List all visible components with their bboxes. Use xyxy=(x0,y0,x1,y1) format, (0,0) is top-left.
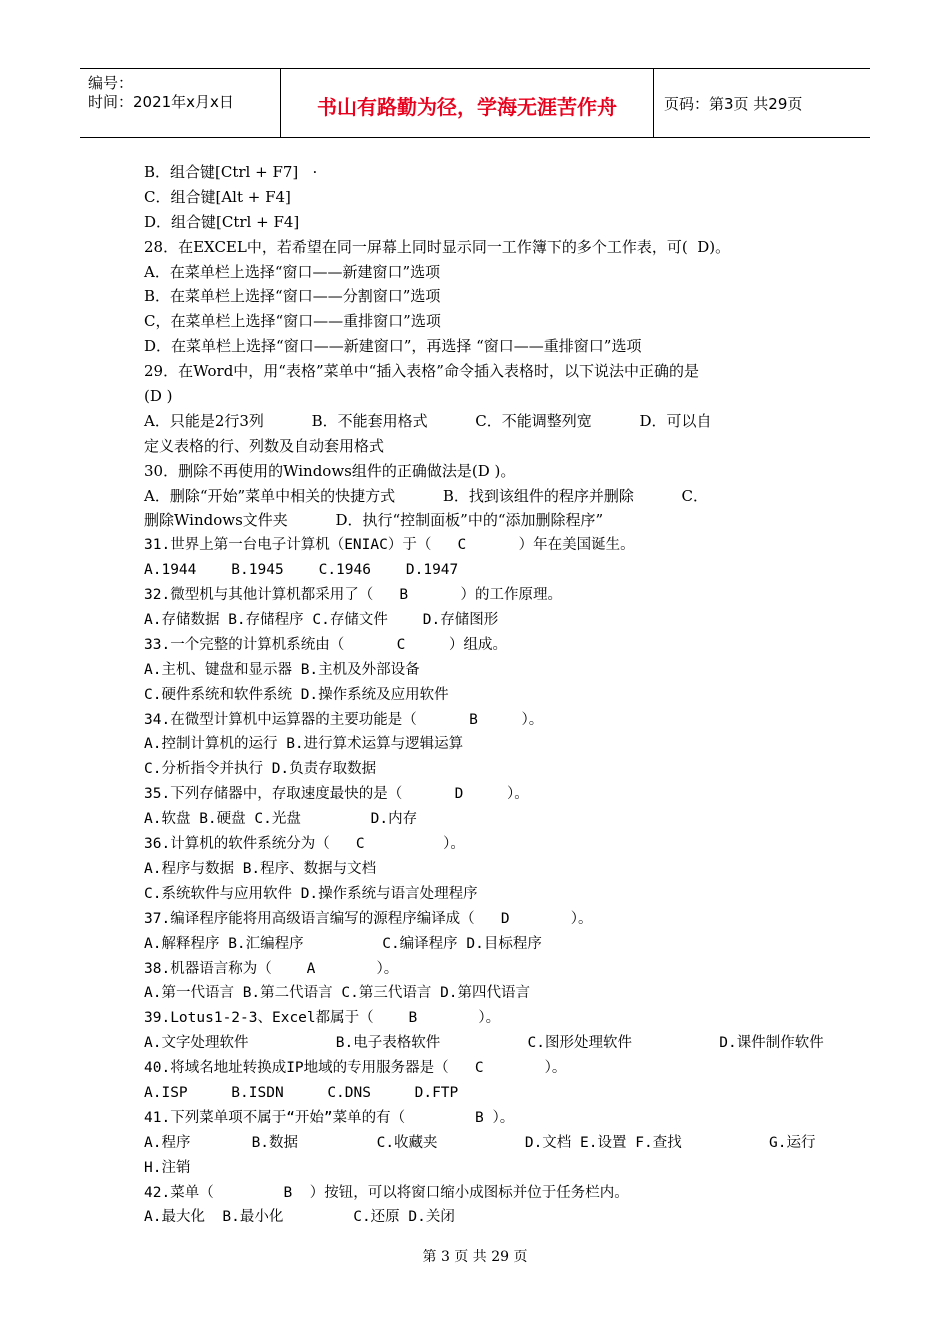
text-line: A.存储数据 B.存储程序 C.存储文件 D.存储图形 xyxy=(144,612,499,629)
document-body xyxy=(144,160,824,1230)
text-line: 42.菜单（ B ）按钮，可以将窗口缩小成图标并位于任务栏内。 xyxy=(144,1184,629,1201)
text-line: A.解释程序 B.汇编程序 C.编译程序 D.目标程序 xyxy=(144,935,542,952)
text-line: A.主机、键盘和显示器 B.主机及外部设备 xyxy=(144,661,420,678)
text-line: C.系统软件与应用软件 D.操作系统与语言处理程序 xyxy=(144,885,478,902)
text-line: D．在菜单栏上选择“窗口——新建窗口”，再选择 “窗口——重排窗口”选项 xyxy=(144,337,642,356)
header-motto-cell xyxy=(281,69,654,137)
text-line: 28．在EXCEL中，若希望在同一屏幕上同时显示同一工作簿下的多个工作表，可( D)。 xyxy=(144,237,731,256)
text-line: B．组合键[Ctrl + F7] · xyxy=(144,163,318,181)
text-line: A.最大化 B.最小化 C.还原 D.关闭 xyxy=(144,1209,455,1226)
text-line: A.程序与数据 B.程序、数据与文档 xyxy=(144,860,377,877)
text-line: B．在菜单栏上选择“窗口——分割窗口”选项 xyxy=(144,287,441,306)
text-line: 36.计算机的软件系统分为（ C ）。 xyxy=(144,836,465,853)
text-line: 38.机器语言称为（ A ）。 xyxy=(144,960,399,977)
page-header xyxy=(80,68,870,138)
number-label: 编号： xyxy=(88,74,134,92)
text-line: 30．删除不再使用的Windows组件的正确做法是(D )。 xyxy=(144,461,516,480)
text-line: A.文字处理软件 B.电子表格软件 C.图形处理软件 D.课件制作软件 xyxy=(144,1035,824,1052)
text-line: 定义表格的行、列数及自动套用格式 xyxy=(144,436,385,455)
header-meta-cell xyxy=(80,69,281,137)
motto: 书山有路勤为径，学海无涯苦作舟 xyxy=(317,95,617,119)
text-line: 40.将域名地址转换成IP地域的专用服务器是（ C ）。 xyxy=(144,1060,567,1077)
text-line: 34.在微型计算机中运算器的主要功能是（ B ）。 xyxy=(144,711,544,728)
text-line: A.软盘 B.硬盘 C.光盘 D.内存 xyxy=(144,811,418,828)
text-line: C．组合键[Alt + F4] xyxy=(144,187,291,206)
text-line: H.注销 xyxy=(144,1159,191,1176)
text-line: A.程序 B.数据 C.收藏夹 D.文档 E.设置 F.查找 G.运行 xyxy=(144,1134,816,1151)
text-line: 29．在Word中，用“表格”菜单中“插入表格”命令插入表格时，以下说法中正确的是 xyxy=(144,362,699,381)
text-line: A．删除“开始”菜单中相关的快捷方式 B．找到该组件的程序并删除 C． xyxy=(144,486,709,505)
text-line: D．组合键[Ctrl + F4] xyxy=(144,212,300,231)
text-line: A.控制计算机的运行 B.进行算术运算与逻辑运算 xyxy=(144,736,464,753)
text-line: 39.Lotus1-2-3、Excel都属于（ B ）。 xyxy=(144,1010,501,1027)
text-line: A.第一代语言 B.第二代语言 C.第三代语言 D.第四代语言 xyxy=(144,985,531,1002)
text-line: C，在菜单栏上选择“窗口——重排窗口”选项 xyxy=(144,312,441,331)
page-footer: 第 3 页 共 29 页 xyxy=(422,1249,528,1265)
page-info: 页码：第3页 共29页 xyxy=(664,95,803,113)
text-line: 41.下列菜单项不属于“开始”菜单的有（ B ）。 xyxy=(144,1109,515,1126)
text-line: 31.世界上第一台电子计算机（ENIAC）于（ C ）年在美国诞生。 xyxy=(144,537,635,554)
text-line: 37.编译程序能将用高级语言编写的源程序编译成（ D ）。 xyxy=(144,910,593,927)
text-line: 33.一个完整的计算机系统由（ C ）组成。 xyxy=(144,636,507,653)
text-line: (D ) xyxy=(144,387,173,406)
text-line: A．在菜单栏上选择“窗口——新建窗口”选项 xyxy=(144,262,441,281)
text-line: 删除Windows文件夹 D．执行“控制面板”中的“添加删除程序” xyxy=(144,511,604,530)
text-line: A.ISP B.ISDN C.DNS D.FTP xyxy=(144,1084,459,1101)
text-line: A．只能是2行3列 B．不能套用格式 C．不能调整列宽 D．可以自 xyxy=(144,411,712,430)
text-line: C.分析指令并执行 D.负责存取数据 xyxy=(144,761,377,778)
text-line: A.1944 B.1945 C.1946 D.1947 xyxy=(144,562,459,579)
date-label: 时间：2021年x月x日 xyxy=(88,93,234,111)
text-line: 35.下列存储器中，存取速度最快的是（ D ）。 xyxy=(144,786,529,803)
text-line: C.硬件系统和软件系统 D.操作系统及应用软件 xyxy=(144,686,449,703)
header-page-cell xyxy=(654,69,870,137)
text-line: 32.微型机与其他计算机都采用了（ B ）的工作原理。 xyxy=(144,587,562,604)
